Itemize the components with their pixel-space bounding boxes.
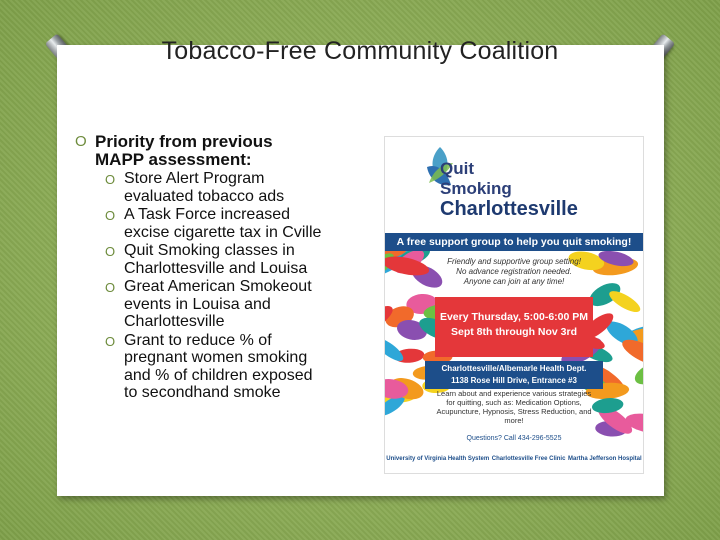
flyer-subtext-1: Friendly and supportive group setting! (447, 257, 581, 266)
bullet-icon: O (105, 333, 116, 349)
sub-bullet-line: A Task Force increased (124, 206, 291, 223)
sub-bullet-line: pregnant women smoking (124, 349, 308, 366)
hand-shape (606, 287, 643, 316)
quit-smoking-flyer (384, 136, 644, 474)
flyer-logo-text (440, 159, 578, 219)
sub-bullet-line: Charlottesville and Louisa (124, 259, 308, 277)
sub-bullet-item (105, 242, 365, 277)
logo-line-smoking: Smoking (440, 179, 512, 198)
event-box (435, 297, 593, 357)
hand-shape (632, 359, 643, 388)
hand-shape (591, 396, 624, 414)
sub-bullet-line: to secondhand smoke (124, 384, 281, 401)
event-dates: Sept 8th through Nov 3rd (451, 326, 577, 338)
bullet-icon: O (75, 133, 87, 150)
logo-line-quit: Quit (440, 159, 474, 178)
sub-bullet-item (105, 170, 365, 205)
department-box (425, 361, 603, 389)
dept-name: Charlottesville/Albemarle Health Dept. (441, 364, 587, 373)
sub-bullet-line: events in Louisa and (124, 295, 271, 313)
uva-logo: University of Virginia Health System (386, 456, 490, 462)
sub-bullet-item (105, 206, 365, 241)
slide-title: Tobacco-Free Community Coalition (161, 37, 559, 65)
bullet-icon: O (105, 172, 116, 187)
sub-bullet-line: excise cigarette tax in Cville (124, 223, 322, 241)
sub-bullet-line: and % of children exposed (124, 366, 313, 384)
event-time: Every Thursday, 5:00-6:00 PM (439, 311, 589, 323)
sub-bullet-line: Grant to reduce % of (124, 331, 272, 349)
bullet-content (75, 133, 365, 402)
bullet-icon: O (105, 208, 116, 223)
free-clinic-logo: Charlottesville Free Clinic (491, 456, 566, 462)
sub-bullet-line: Quit Smoking classes in (124, 242, 295, 259)
flyer-subtext-2: No advance registration needed. (456, 267, 572, 276)
heading-line: MAPP assessment: (95, 150, 252, 169)
main-bullet (75, 133, 365, 169)
martha-jefferson-logo: Martha Jefferson Hospital (568, 456, 642, 462)
bullet-icon: O (105, 244, 116, 259)
logo-line-charlottesville: Charlottesville (440, 198, 578, 220)
flyer-subtext-3: Anyone can join at any time! (463, 277, 565, 286)
bullet-icon: O (105, 280, 116, 295)
sub-bullet-line: Great American Smokeout (124, 278, 312, 295)
sub-bullet-line: evaluated tobacco ads (124, 187, 285, 205)
sponsor-logos (385, 445, 643, 473)
learn-text: Learn about and experience various strategies for quitting, such as: Medication Options, Acupuncture, Hypnosis, Stress Reduction, and more! (436, 389, 592, 425)
sub-bullet-item (105, 332, 365, 402)
sub-bullet-item (105, 278, 365, 331)
questions-phone: Questions? Call 434-296-5525 (466, 435, 562, 442)
heading-line: Priority from previous (95, 132, 273, 151)
sub-bullet-list (75, 170, 365, 402)
flyer-banner: A free support group to help you quit smoking! (385, 233, 643, 251)
sub-bullet-line: Charlottesville (124, 313, 225, 330)
sub-bullet-line: Store Alert Program (124, 170, 265, 187)
dept-address: 1138 Rose Hill Drive, Entrance #3 (451, 376, 577, 385)
